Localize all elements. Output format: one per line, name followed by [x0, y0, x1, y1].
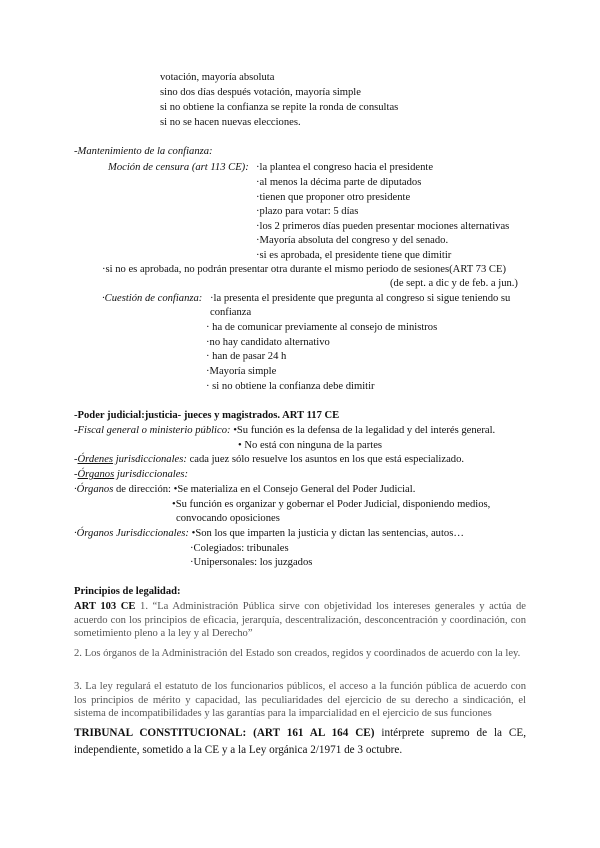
mocion-item: ·al menos la décima parte de diputados: [256, 177, 422, 188]
juris-line: [74, 527, 464, 541]
mocion-label: Moción de censura (art 113 CE):: [108, 162, 249, 173]
mocion-note-2: (de sept. a dic y de feb. a jun.): [390, 278, 518, 289]
ordenes-line: [74, 453, 464, 467]
juris-item: ·Colegiados: tribunales: [190, 543, 289, 554]
fiscal-label: -Fiscal general o ministerio público:: [74, 425, 231, 436]
tribunal-paragraph: [74, 725, 526, 759]
mocion-note: ·si no es aprobada, no podrán presentar otra durante el mismo periodo de sesiones(ART 73 CE): [102, 264, 506, 275]
direccion-text-3: convocando oposiciones: [176, 513, 280, 524]
cuestion-first: ·la presenta el presidente que pregunta al congreso si sigue teniendo su: [210, 293, 511, 304]
poder-judicial-heading: -Poder judicial:justicia- jueces y magistrados. ART 117 CE: [74, 410, 340, 421]
legalidad-heading: Principios de legalidad:: [74, 586, 181, 597]
legalidad-p3: 3. La ley regulará el estatuto de los funcionarios públicos, el acceso a la función pública de acuerdo con los principios de mérito y capacidad, las peculiaridades del ejercicio de su derecho a sindicación, el sistema de incompatibilidades y las garantías para la imparcialidad en el ejercicio de sus funciones: [74, 681, 526, 719]
cuestion-item: · si no obtiene la confianza debe dimitir: [206, 381, 375, 392]
direccion-label: ·Órganos: [74, 484, 114, 495]
tribunal-label: TRIBUNAL CONSTITUCIONAL: (ART 161 AL 164 CE): [74, 727, 375, 739]
intro-line-2: sino dos días después votación, mayoría simple: [160, 87, 361, 98]
organos-dash: -: [74, 469, 78, 480]
fiscal-line: [74, 424, 495, 438]
cuestion-label: ·Cuestión de confianza:: [102, 293, 203, 304]
ordenes-label-rest: jurisdiccionales:: [113, 454, 187, 465]
juris-text: •Son los que imparten la justicia y dictan las sentencias, autos…: [191, 528, 464, 539]
mocion-item: ·tienen que proponer otro presidente: [256, 192, 411, 203]
mocion-item: ·si es aprobada, el presidente tiene que dimitir: [256, 250, 452, 261]
cuestion-item: · ha de comunicar previamente al consejo de ministros: [206, 322, 438, 333]
ordenes-text: cada juez sólo resuelve los asuntos en los que está especializado.: [189, 454, 465, 465]
direccion-text-2: •Su función es organizar y gobernar el Poder Judicial, disponiendo medios,: [172, 499, 491, 510]
ordenes-dash: -: [74, 454, 78, 465]
direccion-line: [74, 483, 415, 497]
juris-item: ·Unipersonales: los juzgados: [190, 557, 313, 568]
cuestion-item: ·Mayoría simple: [206, 366, 277, 377]
fiscal-text-2: • No está con ninguna de la partes: [238, 440, 383, 451]
cuestion-first-cont: confianza: [210, 307, 252, 318]
intro-line-1: votación, mayoría absoluta: [160, 72, 275, 83]
juris-label: ·Órganos Jurisdiccionales:: [74, 528, 189, 539]
mocion-first: ·la plantea el congreso hacia el presidente: [256, 162, 434, 173]
direccion-text: •Se materializa en el Consejo General del Poder Judicial.: [173, 484, 416, 495]
mocion-item: ·plazo para votar: 5 días: [256, 206, 359, 217]
intro-line-3: si no obtiene la confianza se repite la ronda de consultas: [160, 102, 399, 113]
cuestion-item: · han de pasar 24 h: [206, 351, 287, 362]
art-label: ART 103 CE: [74, 601, 136, 612]
cuestion-item: ·no hay candidato alternativo: [206, 337, 330, 348]
tribunal-text: intérprete supremo de la CE, independiente, sometido a la CE y a la Ley orgánica 2/1971 de 3 octubre.: [74, 727, 526, 756]
mocion-item: ·Mayoría absoluta del congreso y del senado.: [256, 235, 449, 246]
mantenimiento-heading: -Mantenimiento de la confianza:: [74, 146, 213, 157]
intro-line-4: si no se hacen nuevas elecciones.: [160, 117, 301, 128]
organos-label: Órganos: [77, 469, 115, 480]
ordenes-label: Órdenes: [77, 454, 114, 465]
direccion-label-rest: de dirección:: [113, 484, 171, 495]
organos-label-rest: jurisdiccionales:: [114, 469, 189, 480]
mocion-item: ·los 2 primeros días pueden presentar mociones alternativas: [256, 221, 510, 232]
legalidad-p1: [74, 600, 526, 641]
legalidad-p1-text: 1. “La Administración Pública sirve con objetividad los intereses generales y actúa de acuerdo con los principios de eficacia, jerarquía, descentralización, desconcentración y coordinación, con sometimiento pleno a la ley y al Derecho”: [74, 601, 526, 639]
fiscal-text: •Su función es la defensa de la legalidad y del interés general.: [233, 425, 496, 436]
legalidad-p2: 2. Los órganos de la Administración del Estado son creados, regidos y coordinados de acuerdo con la ley.: [74, 648, 521, 659]
organos-line: [74, 468, 188, 482]
